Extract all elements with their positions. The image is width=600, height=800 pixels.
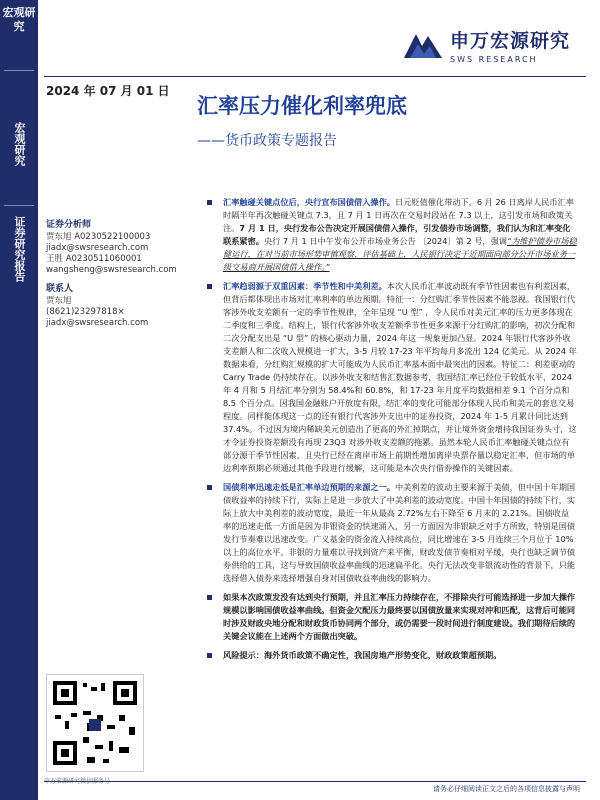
analyst-email[interactable]: wangsheng@swsresearch.com	[46, 265, 177, 275]
paragraph-text: 本次人民币汇率波动既有季节性因素也有利差因素，但背后都体现出市场对汇率利率的单边预期。特征一：分红购汇季节性因素不能忽视。我国银行代客涉外收支差额有一定的季节性规律，全年呈现 “U 型” ，令人民币对美元汇率的压力更多体现在二季度和三季度。结构上，银行代客涉外收支差额季节性更多来源于分红购汇的影响，初次分配和二次分配支出是 “U 型” 的核心驱动力量，2024 年这一规象更加凸显。2024 年银行代客涉外收支差额人和二次收入规模进一扩大，3-5 月较 17-23 年平均每月多流出 124 亿美元。从 2024 年数据来看，分红购汇规模的扩大可能成为人民币汇率基本面中最突出的因素。特征二：利差驱动的 Carry Trade 仍持续存在。以涉外收支和结售汇数据参考，我国结汇率已经位于较低水平，2024 年 4 月和 5 月结汇率分别为 58.4%和 60.8%，和 17-23 年月度平均数据相差 9.1 个百分点和 8.5 个百分点。因我国金融账户开放度有限，结汇率的变化可能部分体现人民币和美元的套息交易程度。同样能体现这一点的还有银行代客涉外支出中的证券投资，2024 年 1-5 月累计同比达到 37.4%。不过因为境内稀缺美元创造出了更高的外汇掉期点，并让境外资金增持我国证券头寸，这才令证券投资差额没有再现 23Q3 对涉外收支差额的拖累。虽然本轮人民币汇率触碰关键点位有部分源于季节性因素，且央行已经在离岸市场上前期性增加离岸央票存量以稳定汇率，但市场的单边利率预期必须通过其他手段进行缓解，这可能是本次央行借券操作的关键因素。	[223, 281, 577, 473]
contact-name: 贾东旭	[46, 296, 72, 306]
analyst-line: 贾东旭 A0230522100003	[46, 232, 151, 242]
analyst-line: 王胜 A0230511060001	[46, 254, 142, 264]
sidebar	[0, 0, 38, 800]
paragraph-2	[197, 280, 577, 475]
sidebar-top-label: 宏观研究	[2, 6, 36, 33]
paragraph-4	[197, 591, 577, 643]
bullet-icon	[207, 653, 212, 658]
paragraph-3	[197, 481, 577, 585]
paragraph-text: 中美利差的波动主要来源于美债，但中国十年期国债收益率的持续下行，实际上是进一步放大了中美利差的波动宽度。中国十年国债的持续下行，实际上放大中美利差的波动宽度，最近一年从最高 2.72%左右下降至 6 月末的 2.21%。国债收益率的迅速走低一方面是因为非银资金的快速涌入，另一方面因为非银缺乏对手方所致，特别是国债发行节奏难以迅速改变。广义基金的资金流入持续高位，同比增速在 3-5 月连续三个月位于 10%以上的高位水平。非银的力量难以寻找到资产来平衡，财政发债节奏相对平缓，央行也缺乏调节债券供给的工具，这与导致国债收益率曲线的迅速扁平化。央行无法改变非银流动性的背景下，只能选择借入债券来选择增强自身对国债收益率曲线的影响力。	[223, 482, 576, 583]
analyst-email[interactable]: jiadx@swsresearch.com	[46, 243, 149, 253]
bullet-icon	[207, 284, 212, 289]
report-title: 汇率压力催化利率兜底	[197, 94, 407, 118]
logo-mark-icon	[402, 28, 444, 62]
report-date: 2024 年 07 月 01 日	[46, 84, 170, 98]
header-divider	[44, 76, 586, 77]
report-body	[197, 196, 577, 668]
contact-email[interactable]: jiadx@swsresearch.com	[46, 318, 149, 328]
paragraph-lead: 国债利率迅速走低是汇率单边预期的来源之一。	[223, 482, 395, 492]
paragraph-text: 如果本次政策发没有达到央行预期，并且汇率压力持续存在，不排除央行可能选择进一步加大操作规模以影响国债收益率曲线。但资金欠配压力最终要以国债放量来实现对冲和匹配，这背后可能同时涉及财政央地分配和财政货币协同两个部分，或仍需要一段时间进行制度建设。我们期待后续的关键会议能在上述两个方面做出突破。	[223, 592, 576, 641]
footer-divider	[44, 781, 586, 782]
analysts-header: 证券分析师	[46, 220, 92, 230]
contact-header: 联系人	[46, 284, 74, 294]
logo-cn: 申万宏源研究	[449, 30, 570, 52]
sidebar-bottom-label: 证券研究报告	[13, 216, 26, 282]
bullet-icon	[207, 200, 212, 205]
wechat-qr-code	[46, 674, 144, 772]
analyst-info	[46, 220, 177, 329]
paragraph-text: 央行 7 月 1 日中午发布公开市场业务公告 〔2024〕第 2 号，强调	[263, 236, 507, 246]
paragraph-lead: 汇率触碰关键点位后，央行宣布国债借入操作。	[223, 197, 395, 207]
paragraph-text: 日元贬值催化带动下，6 月 26 日离岸人民币汇率时隔半年再次触碰关键点 7.3，且 7 月 1 日再次在交易时段站在 7.3 以上，这引发市场和政策关注。	[223, 197, 574, 233]
report-subtitle: ——货币政策专题报告	[197, 133, 337, 149]
sidebar-divider	[4, 70, 34, 71]
paragraph-5	[197, 649, 577, 662]
bullet-icon	[207, 485, 212, 490]
risk-warning: 风险提示：海外货币政策不确定性，我国房地产形势变化，财政政策超预期。	[223, 650, 502, 660]
paragraph-bold: 7 月 1 日，央行发布公告决定开展国债借入操作，引发债券市场调整，我们认为和汇率变化联系紧密。	[223, 223, 571, 246]
bullet-icon	[207, 595, 212, 600]
paragraph-quote: “为维护债券市场稳健运行，在对当前市场形势审慎观察、评估基础上，人民银行决定于近期面向部分公开市场业务一级交易商开展国债借入操作。”	[223, 236, 577, 272]
paragraph-lead: 汇率趋弱源于双重因素：季节性和中美利差。	[223, 281, 387, 291]
paragraph-1	[197, 196, 577, 274]
logo-en: SWS RESEARCH	[449, 55, 538, 64]
sidebar-middle-label: 宏观研究	[13, 122, 26, 166]
sidebar-divider	[4, 205, 34, 206]
disclaimer-footer: 请务必仔细阅读正文之后的各项信息披露与声明	[433, 785, 580, 793]
company-logo	[402, 26, 570, 64]
contact-phone: (8621)23297818×	[46, 307, 125, 317]
